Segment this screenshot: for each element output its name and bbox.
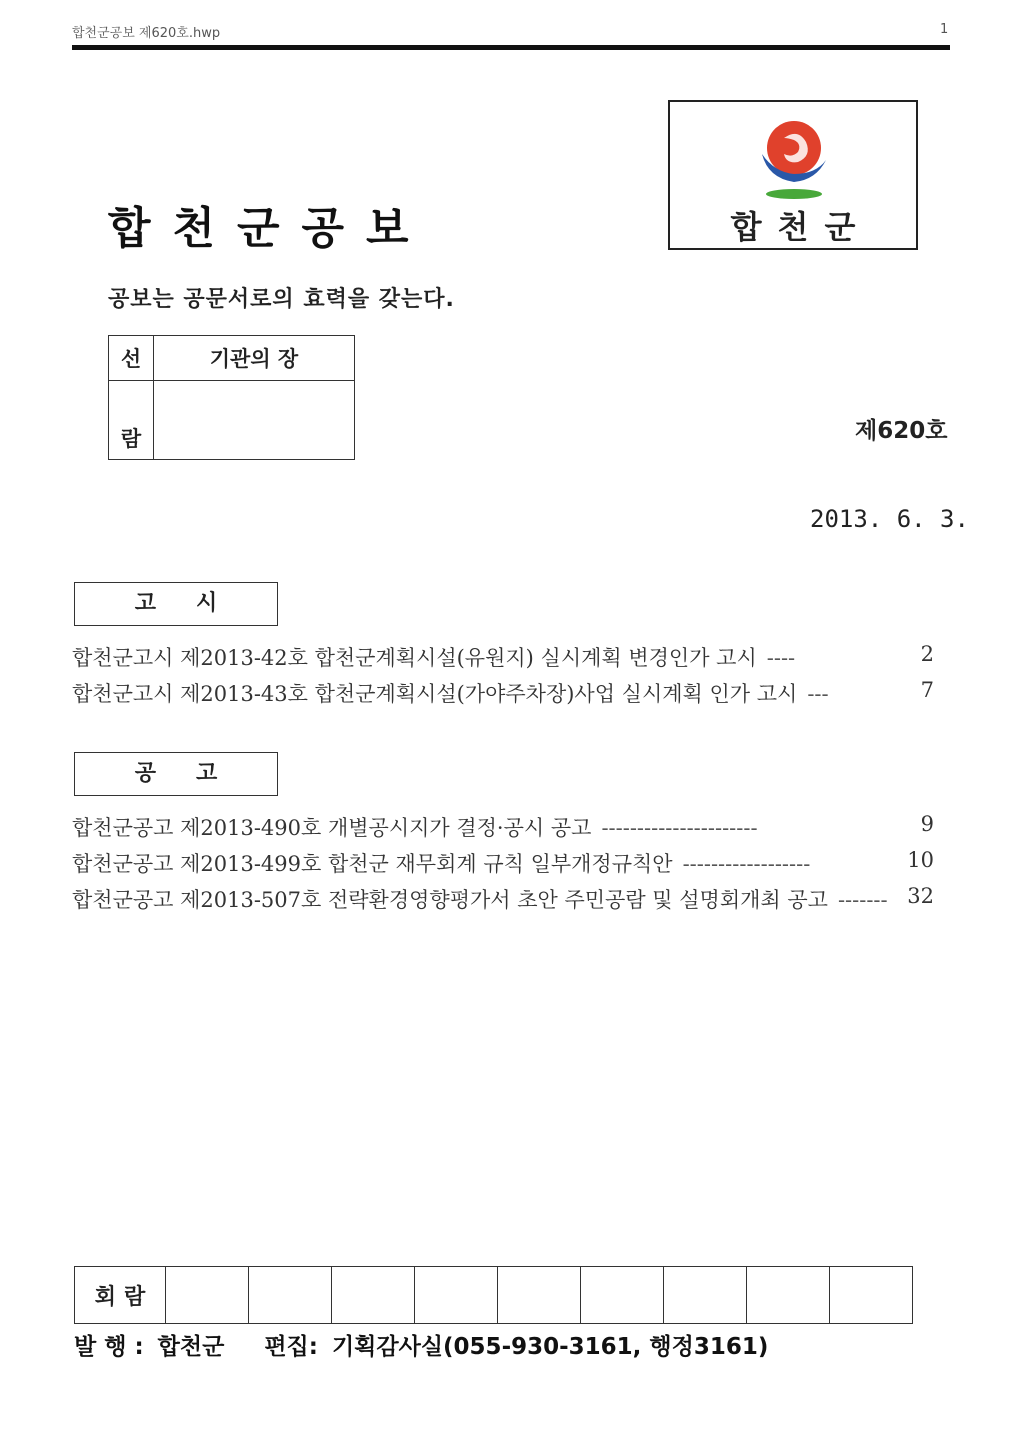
toc-page-number: 7 <box>920 678 934 702</box>
toc-entry-text: 합천군고시 제2013-42호 합천군계획시설(유원지) 실시계획 변경인가 고시 <box>72 646 757 670</box>
toc-leader: ------- <box>837 888 888 912</box>
circulation-cell <box>581 1267 664 1324</box>
toc-leader: ---------------------- <box>601 816 758 840</box>
approval-label-top: 선 <box>109 336 154 381</box>
document-filename: 합천군공보 제620호.hwp <box>72 26 221 41</box>
header-rule <box>72 45 950 50</box>
subtitle: 공보는 공문서로의 효력을 갖는다. <box>108 287 455 312</box>
county-emblem-icon <box>754 116 834 206</box>
page-number: 1 <box>940 22 949 37</box>
toc-entry[interactable] <box>72 642 934 672</box>
toc-entry-text: 합천군고시 제2013-43호 합천군계획시설(가야주차장)사업 실시계획 인가 고시 <box>72 682 798 706</box>
toc-entry-text: 합천군공고 제2013-490호 개별공시지가 결정·공시 공고 <box>72 816 592 840</box>
approval-signature-cell <box>154 381 355 460</box>
circulation-cell <box>166 1267 249 1324</box>
publisher-label: 발 행 : <box>74 1334 144 1360</box>
toc-leader: ---- <box>766 646 796 670</box>
toc-page-number: 2 <box>920 642 934 666</box>
toc-leader: ------------------ <box>682 852 811 876</box>
toc-entry[interactable] <box>72 884 934 914</box>
circulation-cell <box>830 1267 913 1324</box>
toc-entry-text: 합천군공고 제2013-507호 전략환경영향평가서 초안 주민공람 및 설명회개최 공고 <box>72 888 828 912</box>
publisher-name: 합천군 <box>157 1334 225 1360</box>
circulation-cell <box>498 1267 581 1324</box>
circulation-table <box>74 1266 913 1324</box>
editor-info: 기획감사실(055-930-3161, 행정3161) <box>331 1334 769 1360</box>
section-title-announcement: 공고 <box>74 752 278 796</box>
publication-date: 2013. 6. 3. <box>810 505 969 533</box>
toc-entry[interactable] <box>72 848 934 878</box>
toc-entry[interactable] <box>72 678 934 708</box>
approval-label-bottom: 람 <box>109 381 154 460</box>
issue-number: 제620호 <box>855 418 948 444</box>
circulation-label: 회람 <box>75 1267 166 1324</box>
circulation-cell <box>332 1267 415 1324</box>
toc-leader: --- <box>807 682 829 706</box>
county-logo <box>668 100 918 250</box>
logo-text: 합천군 <box>730 208 872 246</box>
editor-label: 편집: <box>264 1334 318 1360</box>
circulation-cell <box>747 1267 830 1324</box>
page-title: 합천군공보 <box>108 203 431 254</box>
toc-entry-text: 합천군공고 제2013-499호 합천군 재무회계 규칙 일부개정규칙안 <box>72 852 673 876</box>
toc-page-number: 10 <box>907 848 934 872</box>
toc-page-number: 9 <box>920 812 934 836</box>
toc-entry[interactable] <box>72 812 934 842</box>
circulation-cell <box>664 1267 747 1324</box>
circulation-cell <box>249 1267 332 1324</box>
publisher-line <box>74 1328 782 1361</box>
toc-page-number: 32 <box>907 884 934 908</box>
section-title-notice: 고시 <box>74 582 278 626</box>
approval-header: 기관의 장 <box>154 336 355 381</box>
circulation-cell <box>415 1267 498 1324</box>
approval-table <box>108 335 355 460</box>
